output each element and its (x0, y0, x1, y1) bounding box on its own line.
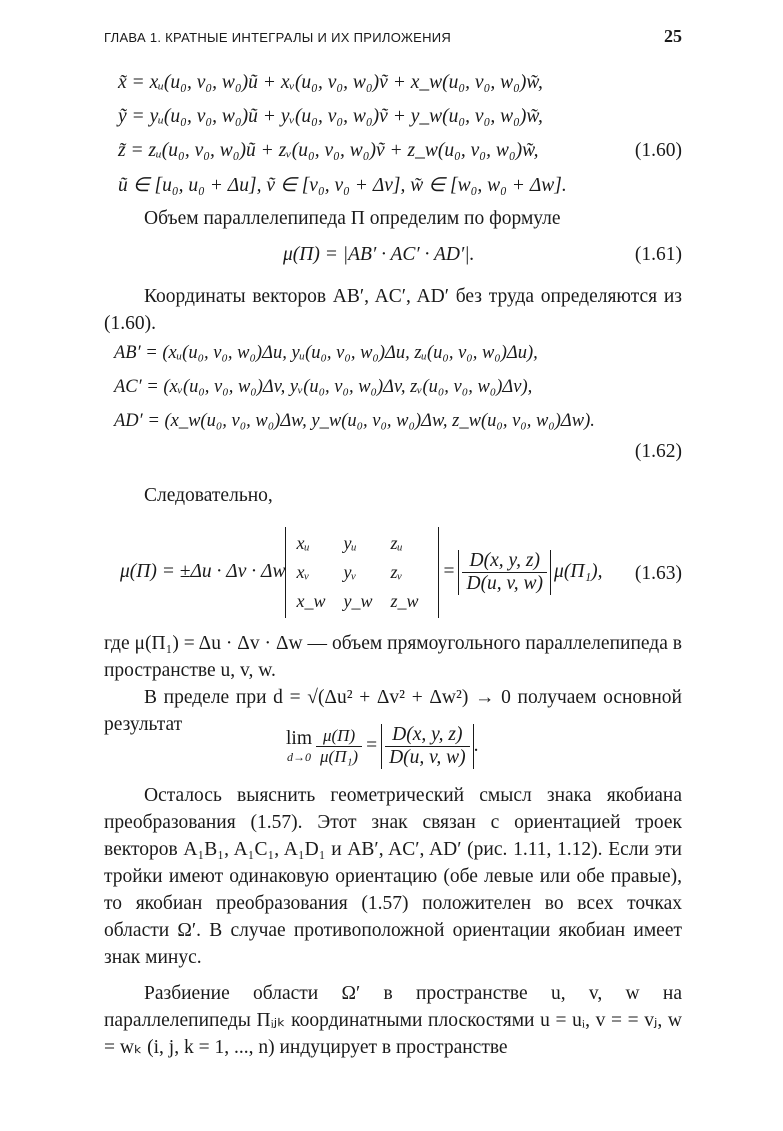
paragraph-limit: В пределе при d = √(Δu² + Δv² + Δw²) → 0 получаем основной результат (104, 687, 682, 735)
jacobian-numerator: D(x, y, z) (385, 724, 470, 747)
equation-line: AB′ = (xᵤ(u₀, v₀, w₀)Δu, yᵤ(u₀, v₀, w₀)Δu, zᵤ(u₀, v₀, w₀)Δu), (114, 343, 538, 363)
jacobian-fraction (462, 550, 547, 595)
matrix-cell: y_w (343, 590, 373, 611)
jacobian-numerator: D(x, y, z) (462, 550, 547, 573)
equation-line: z̃ = zᵤ(u₀, v₀, w₀)ũ + zᵥ(u₀, v₀, w₀)ṽ + z_w(u₀, v₀, w₀)w̃, (118, 140, 539, 161)
equation-line: ỹ = yᵤ(u₀, v₀, w₀)ũ + yᵥ(u₀, v₀, w₀)ṽ + y_w(u₀, v₀, w₀)w̃, (118, 106, 543, 127)
page-header (104, 26, 682, 48)
matrix-cell: x_w (296, 590, 326, 611)
limit-subscript: d→0 (287, 749, 311, 764)
determinant (285, 527, 439, 618)
paragraph-where: где μ(Π₁) = Δu · Δv · Δw — объем прямоугольного параллелепипеда в пространстве u, v, w. (104, 633, 682, 681)
matrix-cell: z_w (390, 590, 419, 611)
equation-line: AD′ = (x_w(u₀, v₀, w₀)Δw, y_w(u₀, v₀, w₀)Δw, z_w(u₀, v₀, w₀)Δw). (114, 411, 595, 431)
equation-number: (1.63) (634, 563, 682, 584)
limit-operator (286, 728, 312, 765)
matrix-cell: yᵥ (343, 561, 357, 582)
matrix-cell: yᵤ (343, 532, 357, 553)
matrix-cell: zᵥ (390, 561, 403, 582)
equation-line: x̃ = xᵤ(u₀, v₀, w₀)ũ + xᵥ(u₀, v₀, w₀)ṽ + x_w(u₀, v₀, w₀)w̃, (118, 72, 543, 93)
paragraph-coordinates: Координаты векторов AB′, AC′, AD′ без труда определяются из (1.60). (104, 286, 682, 334)
equation-right: μ(Π₁), (554, 561, 603, 582)
jacobian-denominator: D(u, v, w) (466, 572, 544, 594)
equation-number: (1.62) (634, 441, 682, 462)
limit-word: lim (286, 727, 313, 749)
page-number: 25 (664, 26, 682, 46)
matrix-cell: xᵤ (296, 532, 310, 553)
paragraph-therefore: Следовательно, (144, 485, 273, 506)
matrix-cell: zᵤ (390, 532, 403, 553)
equation-number: (1.61) (634, 244, 682, 265)
measure-denominator: μ(Π₁) (320, 746, 359, 766)
limit-formula: lim d→0 $\frac{\mu(\Pi)}{\text{μ(Π₁)}}$ = $\frac{D(x, y, z)}{D(u, v, w)}$ . (286, 723, 479, 768)
jacobian-abs (381, 724, 474, 769)
paragraph-volume: Объем параллелепипеда Π определим по формуле (144, 208, 561, 229)
running-head: ГЛАВА 1. КРАТНЫЕ ИНТЕГРАЛЫ И ИХ ПРИЛОЖЕНИЯ (104, 30, 452, 45)
equation-left: μ(Π) = ±Δu · Δv · Δw (120, 561, 286, 582)
paragraph-sign: Осталось выяснить геометрический смысл знака якобиана преобразования (1.57). Этот знак связан с ориентацией троек векторов A₁B₁, A₁C₁, A₁D₁ и AB′, AC′, AD′ (рис. 1.11, 1.12). Если эти тройки имеют одинаковую ориентацию (обе левые или обе правые), то якобиан преобразования (1.57) положителен во всех точках области Ω′. В случае противоположной ориентации якобиан имеет знак минус. (104, 785, 682, 968)
equation-body: μ(Π) = ±Δu · Δv · Δw xᵤ yᵤ zᵤ xᵥ yᵥ zᵥ x_w y_w z_w = $\frac{D(x, y, z)}{D(u, v, w)}$ μ(Π₁), (120, 526, 603, 618)
equation-line: ũ ∈ [u₀, u₀ + Δu], ṽ ∈ [v₀, v₀ + Δv], w̃ ∈ [w₀, w₀ + Δw]. (118, 175, 567, 196)
equation-number: (1.60) (634, 140, 682, 161)
jacobian-denominator: D(u, v, w) (389, 746, 466, 768)
matrix-cell: xᵥ (296, 561, 310, 582)
paragraph-partition: Разбиение области Ω′ в пространстве u, v, w на параллелепипеды Πᵢⱼₖ координатными плоскостями u = uᵢ, v = = vⱼ, w = wₖ (i, j, k = 1, ..., n) индуцирует в пространстве (104, 983, 682, 1058)
jacobian-fraction (385, 724, 470, 769)
equation-formula: μ(Π) = |AB′ · AC′ · AD′|. (283, 244, 475, 265)
jacobian-abs (458, 550, 551, 595)
equation-line: AC′ = (xᵥ(u₀, v₀, w₀)Δv, yᵥ(u₀, v₀, w₀)Δv, zᵥ(u₀, v₀, w₀)Δv), (114, 377, 533, 397)
measure-numerator: μ(Π) (316, 726, 362, 747)
measure-fraction (316, 726, 362, 767)
